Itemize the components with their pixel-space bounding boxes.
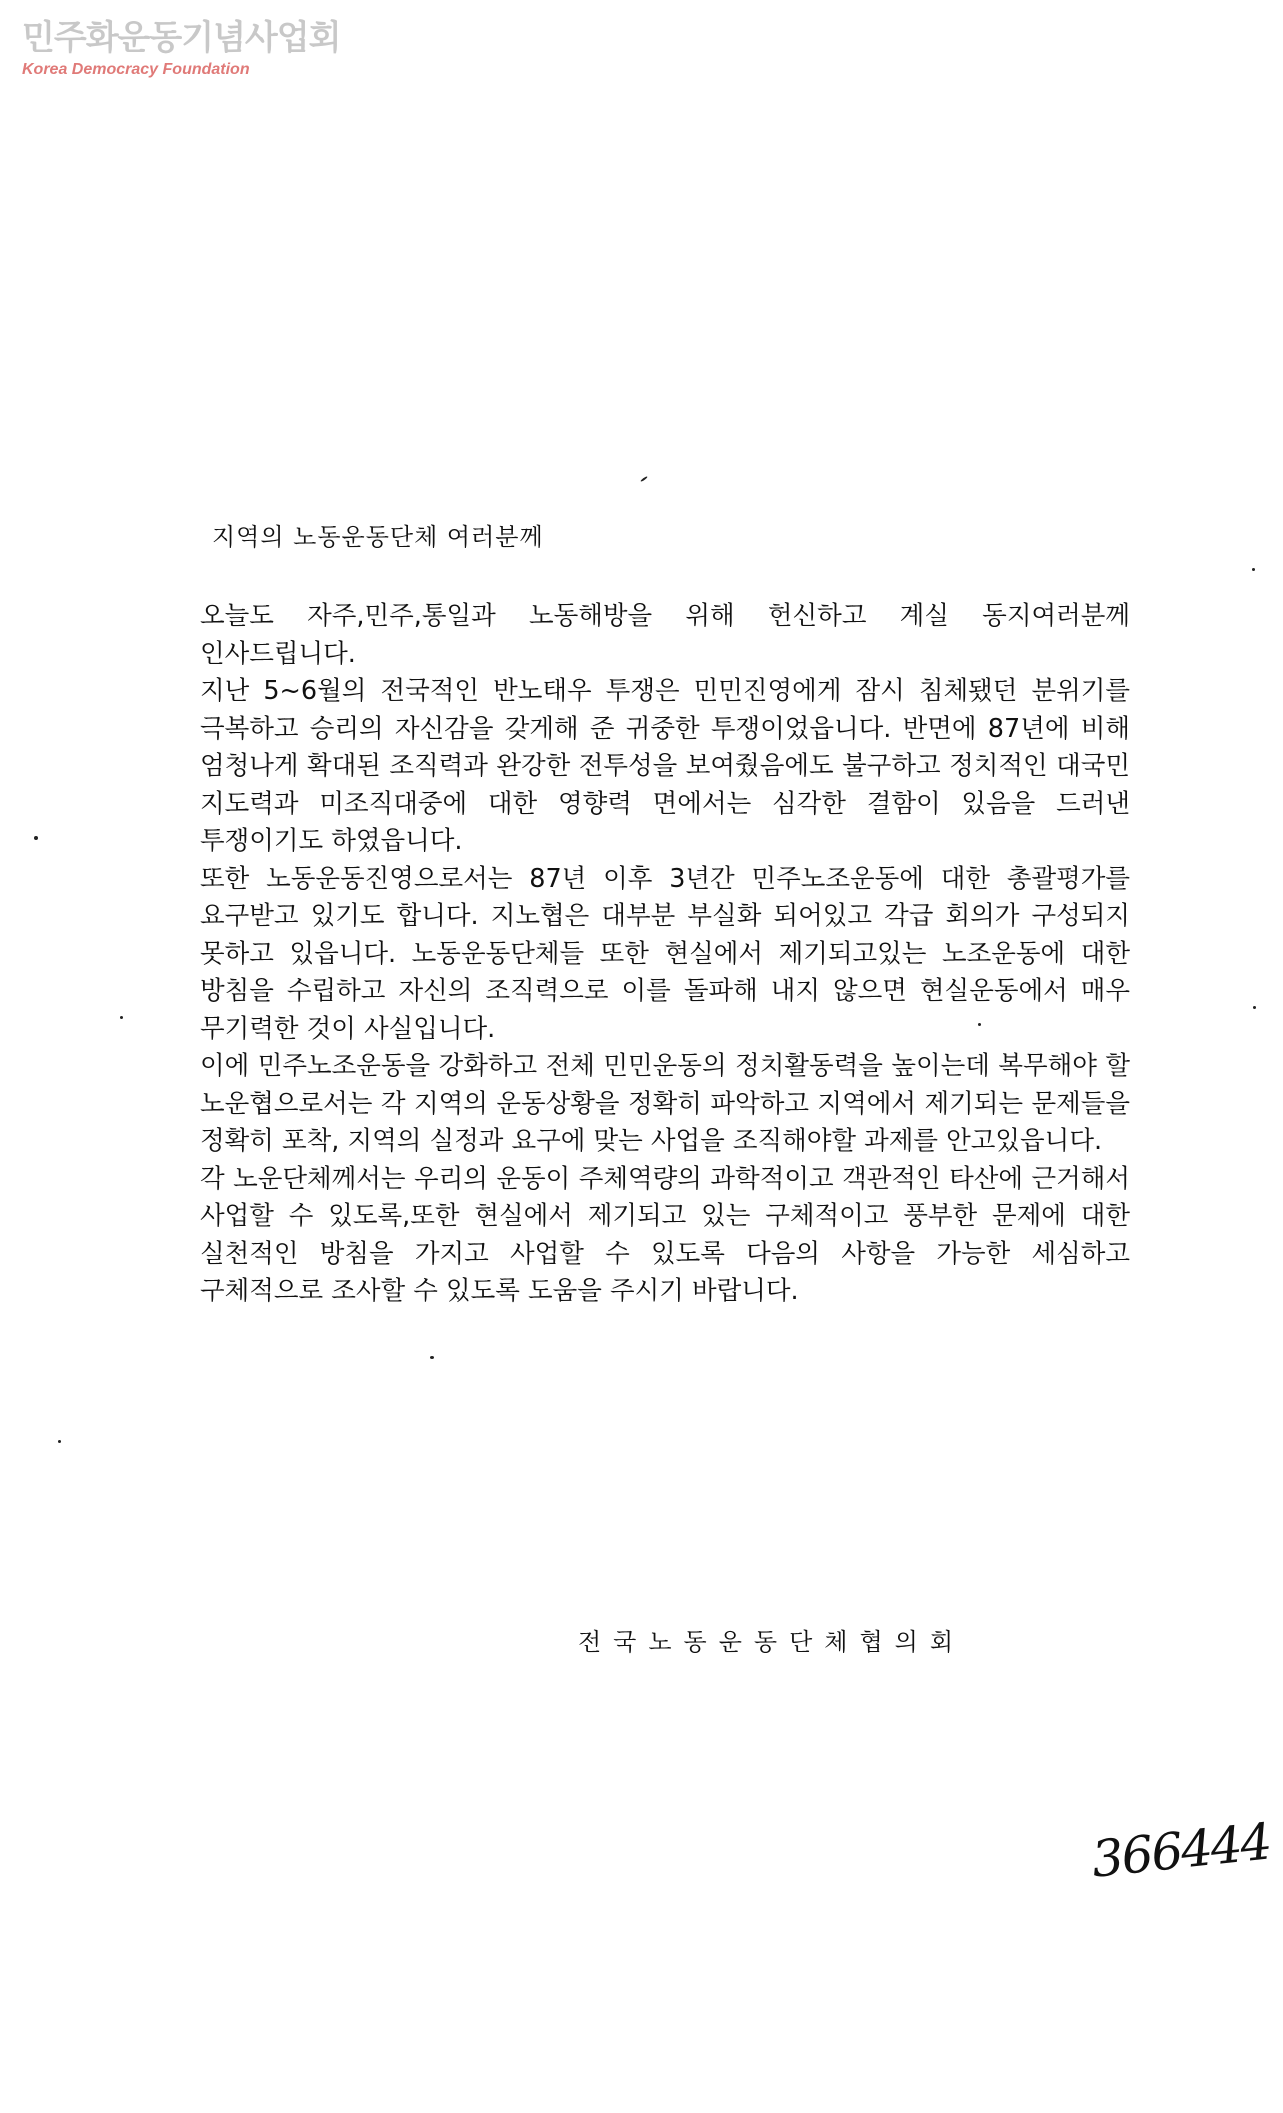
paragraph-struggle-review: 지난 5~6월의 전국적인 반노태우 투쟁은 민민진영에게 잠시 침체됐던 분위기를 극복하고 승리의 자신감을 갖게해 준 귀중한 투쟁이었읍니다. 반면에 87년에 비해 엄청나게 확대된 조직력과 완강한 전투성을 보여줬음에도 불구하고 정치적인 대국민 지도력과 미조직대중에 대한 영향력 면에서는 심각한 결함이 있음을 드러낸 투쟁이기도 하였읍니다. [200,676,1130,856]
handwritten-archive-number: 366444 [1088,1812,1273,1889]
paragraph-greeting: 오늘도 자주,민주,통일과 노동해방을 위해 헌신하고 계실 동지여러분께 인사드립니다. [200,601,1130,669]
scan-speck [1252,568,1255,571]
scan-speck [430,1356,434,1359]
watermark-org-english: Korea Democracy Foundation [22,61,250,78]
scan-speck [1253,1006,1256,1009]
scan-speck [34,836,38,840]
letter-salutation: 지역의 노동운동단체 여러분께 [212,523,544,551]
letter-body [200,598,1130,1311]
scan-speck [120,1016,123,1019]
paragraph-labor-movement-status: 또한 노동운동진영으로서는 87년 이후 3년간 민주노조운동에 대한 총괄평가를 요구받고 있기도 합니다. 지노협은 대부분 부실화 되어있고 각급 회의가 구성되지 못하고 있읍니다. 노동운동단체들 또한 현실에서 제기되고있는 노조운동에 대한 방침을 수립하고 자신의 조직력으로 이를 돌파해 내지 않으면 현실운동에서 매우 무기력한 것이 사실입니다. [200,863,1130,1044]
watermark-logo [22,18,341,80]
scan-speck [640,476,648,482]
scan-speck [58,1440,61,1443]
paragraph-request: 각 노운단체께서는 우리의 운동이 주체역량의 과학적이고 객관적인 타산에 근거해서 사업할 수 있도록,또한 현실에서 제기되고 있는 구체적이고 풍부한 문제에 대한 실천적인 방침을 가지고 사업할 수 있도록 다음의 사항을 가능한 세심하고 구체적으로 조사할 수 있도록 도움을 주시기 바랍니다. [200,1163,1130,1306]
paragraph-council-task: 이에 민주노조운동을 강화하고 전체 민민운동의 정치활동력을 높이는데 복무해야 할 노운협으로서는 각 지역의 운동상황을 정확히 파악하고 지역에서 제기되는 문제들을 정확히 포착, 지역의 실정과 요구에 맞는 사업을 조직해야할 과제를 안고있읍니다. [200,1051,1130,1156]
scan-speck [978,1023,981,1026]
letter-signature: 전국노동운동단체협의회 [578,1628,966,1656]
watermark-org-korean: 민주화운동기념사업회 [22,18,341,58]
